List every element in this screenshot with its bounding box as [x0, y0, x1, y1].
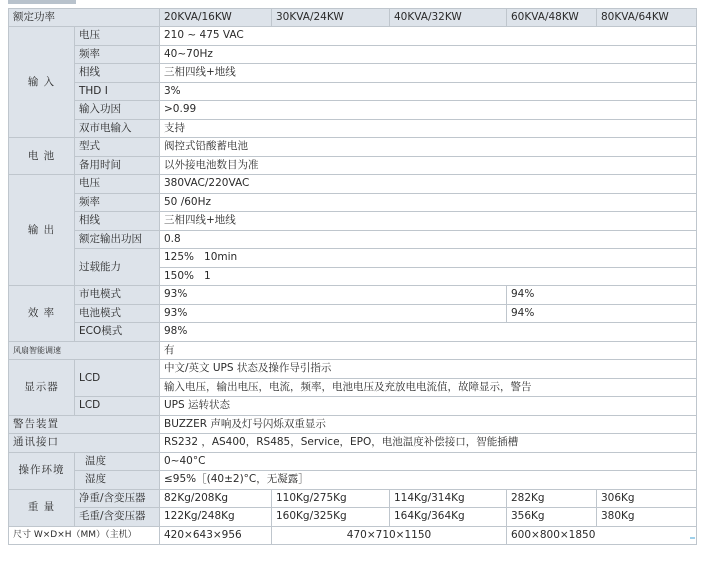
weight-net-80: 306Kg [597, 489, 697, 508]
env-row-temp [9, 452, 697, 471]
efficiency-mains-label: 市电模式 [75, 286, 160, 305]
comm-label: 通讯接口 [9, 434, 160, 453]
output-row-voltage [9, 175, 697, 194]
output-group-label: 输 出 [9, 175, 75, 286]
model-30kva: 30KVA/24KW [272, 9, 390, 27]
input-phase-value: 三相四线+地线 [160, 64, 697, 83]
battery-backup-label: 备用时间 [75, 156, 160, 175]
input-dual-value: 支持 [160, 119, 697, 138]
weight-net-30: 110Kg/275Kg [272, 489, 390, 508]
fan-label: 风扇智能调速 [9, 341, 160, 360]
efficiency-row-eco [9, 323, 697, 342]
alarm-label: 警告装置 [9, 415, 160, 434]
weight-gross-40: 164Kg/364Kg [390, 508, 507, 527]
input-thd-value: 3% [160, 82, 697, 101]
efficiency-battery-value-b: 94% [507, 304, 697, 323]
battery-type-value: 阀控式铅酸蓄电池 [160, 138, 697, 157]
corner-mark [690, 537, 695, 539]
efficiency-row-mains [9, 286, 697, 305]
input-thd-label: THD I [75, 82, 160, 101]
weight-row-gross [9, 508, 697, 527]
weight-row-net [9, 489, 697, 508]
battery-type-label: 型式 [75, 138, 160, 157]
weight-gross-60: 356Kg [507, 508, 597, 527]
model-60kva: 60KVA/48KW [507, 9, 597, 27]
dimensions-30-40: 470×710×1150 [272, 526, 507, 545]
efficiency-mains-value-a: 93% [160, 286, 507, 305]
model-20kva: 20KVA/16KW [160, 9, 272, 27]
output-row-overload-1 [9, 249, 697, 268]
header-row [9, 9, 697, 27]
efficiency-row-battery [9, 304, 697, 323]
input-pf-label: 输入功因 [75, 101, 160, 120]
efficiency-eco-label: ECO模式 [75, 323, 160, 342]
input-frequency-label: 频率 [75, 45, 160, 64]
dimensions-60-80: 600×800×1850 [507, 526, 697, 545]
output-overload-125: 125% 10min [160, 249, 697, 268]
alarm-value: BUZZER 声响及灯号闪烁双重显示 [160, 415, 697, 434]
comm-row [9, 434, 697, 453]
output-row-phase [9, 212, 697, 231]
display-group-label: 显示器 [9, 360, 75, 416]
weight-net-40: 114Kg/314Kg [390, 489, 507, 508]
dimensions-20: 420×643×956 [160, 526, 272, 545]
ups-spec-table [8, 8, 697, 545]
dimensions-label: 尺寸 W×D×H（MM）（主机） [9, 526, 160, 545]
input-row-dual [9, 119, 697, 138]
weight-gross-30: 160Kg/325Kg [272, 508, 390, 527]
comm-value: RS232 ，AS400，RS485，Service，EPO，电池温度补偿接口，智能插槽 [160, 434, 697, 453]
weight-group-label: 重 量 [9, 489, 75, 526]
model-80kva: 80KVA/64KW [597, 9, 697, 27]
input-phase-label: 相线 [75, 64, 160, 83]
dimensions-row [9, 526, 697, 545]
display-line-3: UPS 运转状态 [160, 397, 697, 416]
input-group-label: 输 入 [9, 27, 75, 138]
display-row-3 [9, 397, 697, 416]
weight-gross-80: 380Kg [597, 508, 697, 527]
display-lcd-label-2: LCD [75, 397, 160, 416]
output-pf-value: 0.8 [160, 230, 697, 249]
weight-gross-label: 毛重/含变压器 [75, 508, 160, 527]
display-line-2: 输入电压，输出电压，电流，频率，电池电压及充放电电流值，故障显示，警告 [160, 378, 697, 397]
output-phase-label: 相线 [75, 212, 160, 231]
weight-net-60: 282Kg [507, 489, 597, 508]
input-frequency-value: 40~70Hz [160, 45, 697, 64]
output-overload-label: 过载能力 [75, 249, 160, 286]
display-line-1: 中文/英文 UPS 状态及操作导引指示 [160, 360, 697, 379]
input-voltage-label: 电压 [75, 27, 160, 46]
efficiency-battery-value-a: 93% [160, 304, 507, 323]
fan-value: 有 [160, 341, 697, 360]
input-dual-label: 双市电输入 [75, 119, 160, 138]
input-row-thd [9, 82, 697, 101]
env-temp-label: 温度 [75, 452, 160, 471]
input-pf-value: >0.99 [160, 101, 697, 120]
env-humidity-label: 湿度 [75, 471, 160, 490]
weight-net-label: 净重/含变压器 [75, 489, 160, 508]
display-lcd-label-1: LCD [75, 360, 160, 397]
fan-row [9, 341, 697, 360]
output-voltage-value: 380VAC/220VAC [160, 175, 697, 194]
battery-row-type [9, 138, 697, 157]
battery-group-label: 电 池 [9, 138, 75, 175]
top-decoration-strip [8, 0, 76, 4]
env-humidity-value: ≤95%［(40±2)°C，无凝露］ [160, 471, 697, 490]
alarm-row [9, 415, 697, 434]
spec-table-container [8, 8, 697, 545]
input-row-pf [9, 101, 697, 120]
rated-power-label: 额定功率 [9, 9, 160, 27]
env-row-humidity [9, 471, 697, 490]
input-row-frequency [9, 45, 697, 64]
weight-net-20: 82Kg/208Kg [160, 489, 272, 508]
input-row-voltage [9, 27, 697, 46]
efficiency-group-label: 效 率 [9, 286, 75, 342]
battery-backup-value: 以外接电池数目为准 [160, 156, 697, 175]
input-row-phase [9, 64, 697, 83]
model-40kva: 40KVA/32KW [390, 9, 507, 27]
battery-row-backup [9, 156, 697, 175]
output-phase-value: 三相四线+地线 [160, 212, 697, 231]
output-row-frequency [9, 193, 697, 212]
env-group-label: 操作环境 [9, 452, 75, 489]
efficiency-eco-value: 98% [160, 323, 697, 342]
display-row-1 [9, 360, 697, 379]
output-frequency-label: 频率 [75, 193, 160, 212]
output-row-pf [9, 230, 697, 249]
output-voltage-label: 电压 [75, 175, 160, 194]
efficiency-battery-label: 电池模式 [75, 304, 160, 323]
weight-gross-20: 122Kg/248Kg [160, 508, 272, 527]
input-voltage-value: 210 ~ 475 VAC [160, 27, 697, 46]
output-pf-label: 额定输出功因 [75, 230, 160, 249]
env-temp-value: 0~40°C [160, 452, 697, 471]
efficiency-mains-value-b: 94% [507, 286, 697, 305]
output-frequency-value: 50 /60Hz [160, 193, 697, 212]
output-overload-150: 150% 1 [160, 267, 697, 286]
